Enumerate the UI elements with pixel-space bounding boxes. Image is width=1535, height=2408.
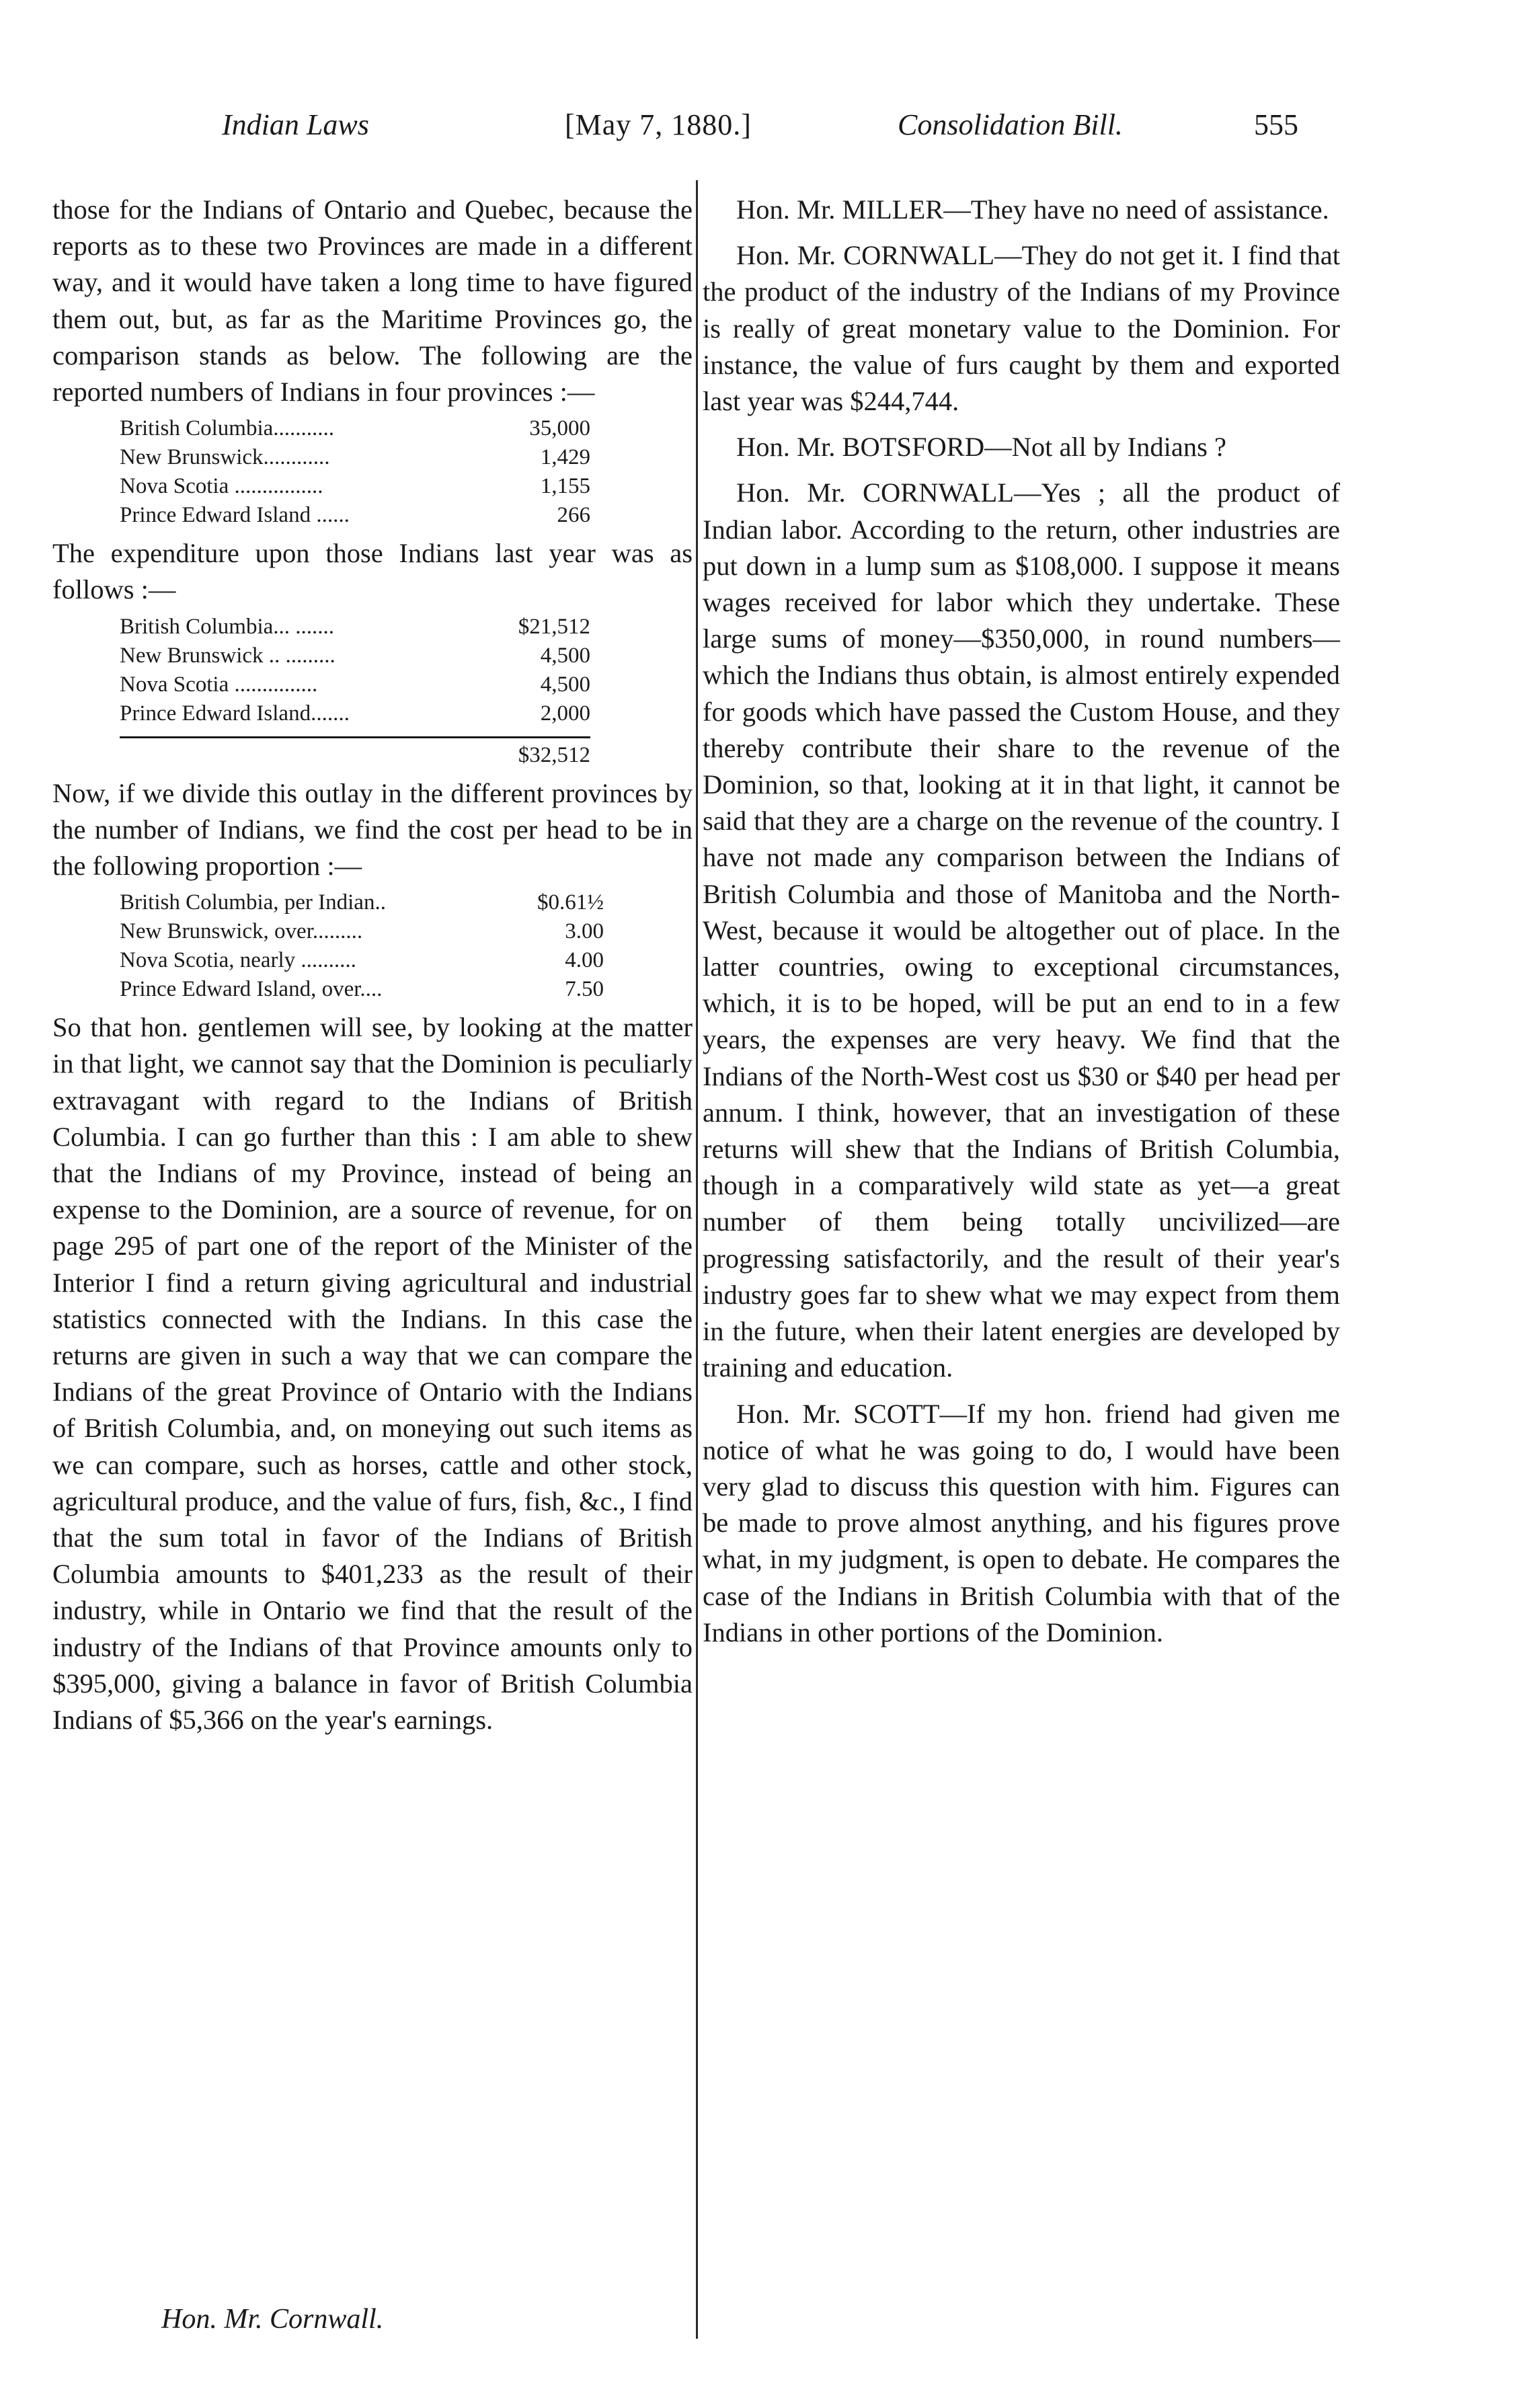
left-paragraph-1: those for the Indians of Ontario and Quebec, because the reports as to these two Provinces are made in a different way, and it would have taken a long time to have figured them out, but, as far as the Maritime Provinces go, the comparison stands as below. The following are the reported numbers of Indians in four provinces :— (52, 194, 693, 407)
table-row (120, 917, 604, 946)
table-row (120, 472, 590, 501)
row-label: Nova Scotia ................ (120, 474, 323, 499)
table-row (120, 670, 590, 699)
row-value: 1,429 (540, 445, 590, 470)
speech-miller: Hon. Mr. MILLER—They have no need of assistance. (736, 194, 1329, 225)
table-row (120, 975, 604, 1004)
speech-scott: Hon. Mr. SCOTT—If my hon. friend had given me notice of what he was going to do, I would have been very glad to discuss this question with him. Figures can be made to prove almost anything, and his figures prove what, in my judgment, is open to debate. He compares the case of the Indians in British Columbia with that of the Indians in other portions of the Dominion. (703, 1398, 1340, 1647)
speech-botsford: Hon. Mr. BOTSFORD—Not all by Indians ? (736, 432, 1226, 463)
row-value: 35,000 (529, 416, 590, 441)
row-label: British Columbia, per Indian.. (120, 890, 386, 915)
speaker-footer: Hon. Mr. Cornwall. (161, 2304, 384, 2335)
left-paragraph-2: The expenditure upon those Indians last year was as follows :— (52, 538, 693, 605)
header-date: [May 7, 1880.] (565, 108, 752, 141)
row-label: Prince Edward Island....... (120, 701, 350, 726)
running-header (0, 108, 1535, 155)
table-row (120, 613, 590, 642)
row-label: New Brunswick .. ......... (120, 643, 336, 668)
row-value: 2,000 (540, 701, 590, 726)
row-value: 4,500 (540, 672, 590, 697)
table-row (120, 946, 604, 975)
row-label: New Brunswick............ (120, 445, 330, 470)
row-label: Prince Edward Island, over.... (120, 977, 383, 1002)
table-row (120, 443, 590, 472)
table-indian-population (120, 414, 693, 530)
table-row (120, 501, 590, 530)
page-number: 555 (1254, 108, 1298, 141)
table-row (120, 699, 590, 728)
column-divider (696, 180, 698, 2339)
row-value: 266 (557, 503, 590, 528)
row-value: 7.50 (565, 977, 604, 1002)
left-column (52, 192, 693, 1738)
row-value: 1,155 (540, 474, 590, 499)
speech-cornwall-1: Hon. Mr. CORNWALL—They do not get it. I find that the product of the industry of the Indians of my Province is really of great monetary value to the Dominion. For instance, the value of furs caught by them and exported last year was $244,744. (703, 240, 1340, 417)
row-label: Nova Scotia, nearly .......... (120, 948, 356, 973)
row-value: $21,512 (518, 614, 590, 639)
speech-cornwall-2: Hon. Mr. CORNWALL—Yes ; all the product of Indian labor. According to the return, other industries are put down in a lump sum as $108,000. I suppose it means wages received for labor which they undertake. These large sums of money—$350,000, in round numbers—which the Indians thus obtain, is almost entirely expended for goods which have passed the Custom House, and they thereby contribute their share to the revenue of the Dominion, so that, looking at it in that light, it cannot be said that they are a charge on the revenue of the country. I have not made any comparison between the Indians of British Columbia and those of Manitoba and the North-West, because it would be altogether out of place. In the latter countries, owing to exceptional circumstances, which, it is to be hoped, will be put an end to in a few years, the expenses are very heavy. We find that the Indians of the North-West cost us $30 or $40 per head per annum. I think, however, that an investigation of these returns will shew that the Indians of British Columbia, though in a comparatively wild state as yet—a great number of them being totally uncivilized—are progressing satisfactorily, and the result of their year's industry goes far to shew what we may expect from them in the future, when their latent energies are developed by training and education. (703, 477, 1340, 1383)
table-total: $32,512 (120, 736, 590, 770)
right-column (703, 192, 1340, 1651)
table-row (120, 642, 590, 670)
row-value: 3.00 (565, 919, 604, 944)
left-paragraph-4: So that hon. gentlemen will see, by looking at the matter in that light, we cannot say that the Dominion is peculiarly extravagant with regard to the Indians of British Columbia. I can go further than this : I am able to shew that the Indians of my Province, instead of being an expense to the Dominion, are a source of revenue, for on page 295 of part one of the report of the Minister of the Interior I find a return giving agricultural and industrial statistics connected with the Indians. In this case the returns are given in such a way that we can compare the Indians of the great Province of Ontario with the Indians of British Columbia, and, on moneying out such items as we can compare, such as horses, cattle and other stock, agricultural produce, and the value of furs, fish, &c., I find that the sum total in favor of the Indians of British Columbia amounts to $401,233 as the result of their industry, while in Ontario we find that the result of the industry of the Indians of that Province amounts only to $395,000, giving a balance in favor of British Columbia Indians of $5,366 on the year's earnings. (52, 1012, 693, 1736)
row-value: $0.61½ (537, 890, 604, 915)
row-label: British Columbia... ....... (120, 614, 335, 639)
table-cost-per-head (120, 888, 693, 1004)
table-expenditure (120, 613, 693, 770)
row-value: 4,500 (540, 643, 590, 668)
row-value: 4.00 (565, 948, 604, 973)
table-row (120, 888, 604, 917)
left-paragraph-3: Now, if we divide this outlay in the different provinces by the number of Indians, we find the cost per head to be in the following proportion :— (52, 777, 693, 882)
row-label: New Brunswick, over......... (120, 919, 363, 944)
table-row (120, 414, 590, 443)
row-label: British Columbia........... (120, 416, 335, 441)
row-label: Nova Scotia ............... (120, 672, 318, 697)
header-left-title: Indian Laws (222, 108, 369, 141)
row-label: Prince Edward Island ...... (120, 503, 350, 528)
header-right-title: Consolidation Bill. (898, 108, 1123, 141)
